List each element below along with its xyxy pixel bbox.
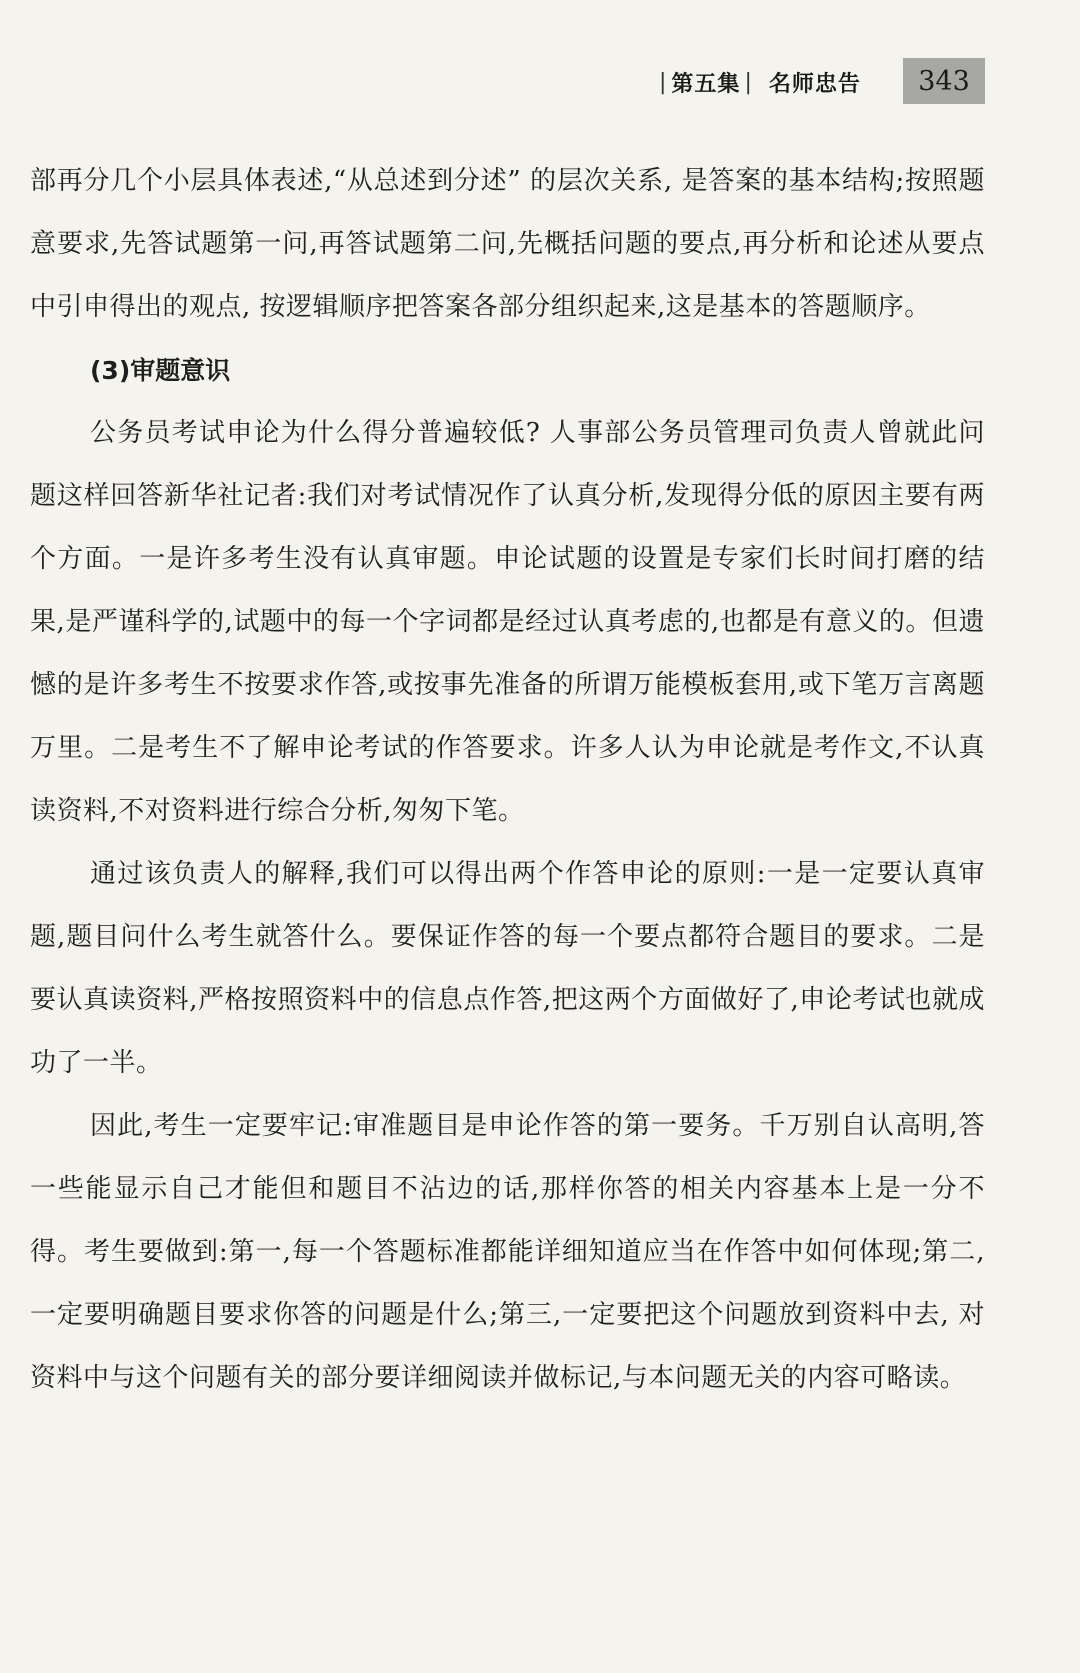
paragraph-4: 因此,考生一定要牢记:审准题目是申论作答的第一要务。千万别自认高明,答一些能显示自己才能但和题目不沾边的话,那样你答的相关内容基本上是一分不得。考生要做到:第一,每一个答题标准都能详细知道应当在作答中如何体现;第二,一定要明确题目要求你答的问题是什么;第三,一定要把这个问题放到资料中去, 对资料中与这个问题有关的部分要详细阅读并做标记,与本问题无关的内容可略读。 bbox=[30, 1111, 985, 1393]
running-header bbox=[655, 62, 861, 102]
header-bar-left: | bbox=[659, 69, 668, 95]
paragraph-1: 部再分几个小层具体表述,“从总述到分述” 的层次关系, 是答案的基本结构;按照题意要求,先答试题第一问,再答试题第二问,先概括问题的要点,再分析和论述从要点中引申得出的观点, 按逻辑顺序把答案各部分组织起来,这是基本的答题顺序。 bbox=[30, 166, 985, 322]
body-text bbox=[30, 150, 985, 1410]
paragraph-2: 公务员考试申论为什么得分普遍较低? 人事部公务员管理司负责人曾就此问题这样回答新华社记者:我们对考试情况作了认真分析,发现得分低的原因主要有两个方面。一是许多考生没有认真审题。申论试题的设置是专家们长时间打磨的结果,是严谨科学的,试题中的每一个字词都是经过认真考虑的,也都是有意义的。但遗憾的是许多考生不按要求作答,或按事先准备的所谓万能模板套用,或下笔万言离题万里。二是考生不了解申论考试的作答要求。许多人认为申论就是考作文,不认真读资料,不对资料进行综合分析,匆匆下笔。 bbox=[30, 418, 985, 826]
page-number: 343 bbox=[903, 58, 985, 104]
paragraph-3: 通过该负责人的解释,我们可以得出两个作答申论的原则:一是一定要认真审题,题目问什么考生就答什么。要保证作答的每一个要点都符合题目的要求。二是要认真读资料,严格按照资料中的信息点作答,把这两个方面做好了,申论考试也就成功了一半。 bbox=[30, 859, 985, 1078]
header-bar-right: | bbox=[744, 69, 753, 95]
section-heading: (3)审题意识 bbox=[90, 356, 231, 385]
chapter-title: 名师忠告 bbox=[768, 71, 861, 97]
chapter-label: 第五集 bbox=[671, 71, 741, 97]
